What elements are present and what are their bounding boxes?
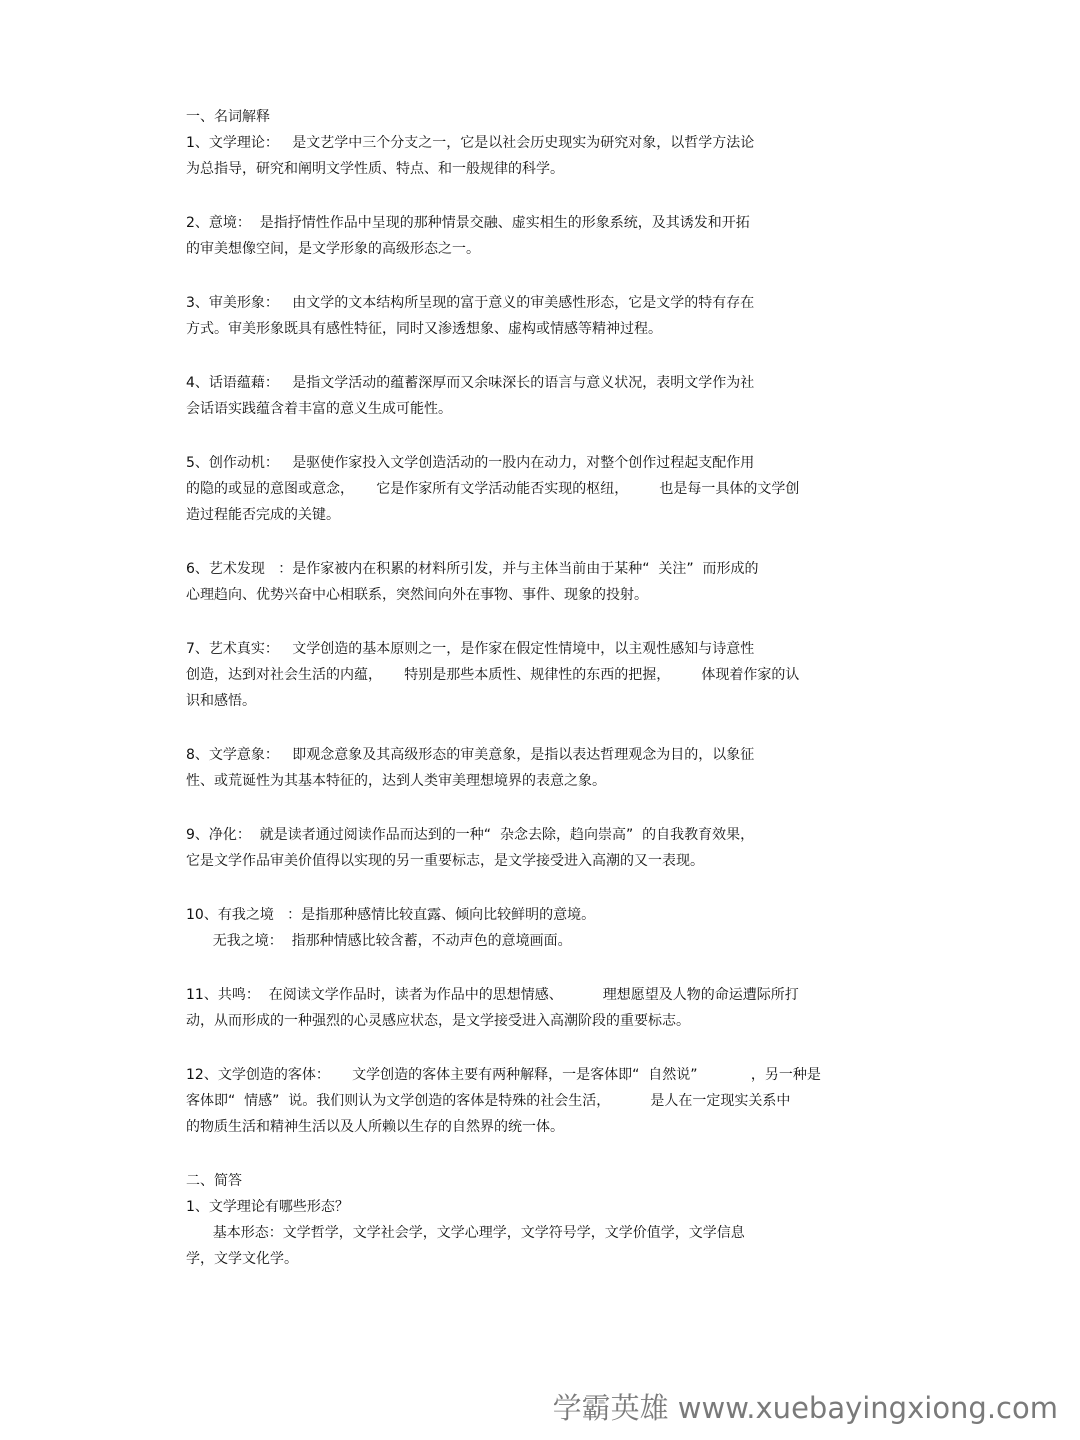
term-entry <box>186 822 906 874</box>
term-line: 12、文学创造的客体： 文学创造的客体主要有两种解释，一是客体即“ 自然说” ，另一种是 <box>186 1067 821 1083</box>
term-line: 的审美想像空间，是文学形象的高级形态之一。 <box>186 241 480 257</box>
term-line: 动，从而形成的一种强烈的心灵感应状态，是文学接受进入高潮阶段的重要标志。 <box>186 1013 690 1029</box>
term-line: 造过程能否完成的关键。 <box>186 507 340 523</box>
term-line: 11、共鸣： 在阅读文学作品时，读者为作品中的思想情感、 理想愿望及人物的命运遭际所打 <box>186 987 799 1003</box>
term-entry <box>186 742 906 794</box>
term-entry <box>186 1062 906 1140</box>
term-entry <box>186 982 906 1034</box>
term-entry <box>186 636 906 714</box>
document-body <box>186 104 906 1272</box>
term-line: 4、话语蕴藉： 是指文学活动的蕴蓄深厚而又余味深长的语言与意义状况，表明文学作为社 <box>186 375 755 391</box>
terms-list <box>186 130 906 1140</box>
term-entry <box>186 450 906 528</box>
section-title-qa: 二、简答 <box>186 1173 242 1189</box>
term-entry <box>186 210 906 262</box>
term-line: 无我之境： 指那种情感比较含蓄，不动声色的意境画面。 <box>186 933 572 949</box>
term-line: 3、审美形象： 由文学的文本结构所呈现的富于意义的审美感性形态，它是文学的特有存在 <box>186 295 755 311</box>
term-entry <box>186 556 906 608</box>
term-line: 8、文学意象： 即观念意象及其高级形态的审美意象，是指以表达哲理观念为目的，以象征 <box>186 747 755 763</box>
term-line: 创造，达到对社会生活的内蕴， 特别是那些本质性、规律性的东西的把握， 体现着作家的认 <box>186 667 800 683</box>
term-entry <box>186 290 906 342</box>
term-line: 方式。审美形象既具有感性特征，同时又渗透想象、虚构或情感等精神过程。 <box>186 321 662 337</box>
term-entry <box>186 130 906 182</box>
term-line: 心理趋向、优势兴奋中心相联系，突然间向外在事物、事件、现象的投射。 <box>186 587 648 603</box>
term-line: 客体即“ 情感” 说。我们则认为文学创造的客体是特殊的社会生活， 是人在一定现实关系中 <box>186 1093 791 1109</box>
term-line: 10、有我之境 ：是指那种感情比较直露、倾向比较鲜明的意境。 <box>186 907 596 923</box>
qa-answer-line: 学，文学文化学。 <box>186 1251 298 1267</box>
term-line: 会话语实践蕴含着丰富的意义生成可能性。 <box>186 401 452 417</box>
term-entry <box>186 370 906 422</box>
term-line: 的物质生活和精神生活以及人所赖以生存的自然界的统一体。 <box>186 1119 564 1135</box>
term-entry <box>186 902 906 954</box>
term-line: 5、创作动机： 是驱使作家投入文学创造活动的一股内在动力，对整个创作过程起支配作用 <box>186 455 755 471</box>
term-line: 的隐的或显的意图或意念， 它是作家所有文学活动能否实现的枢纽， 也是每一具体的文学创 <box>186 481 800 497</box>
section-title-terms: 一、名词解释 <box>186 109 270 125</box>
term-line: 性、或荒诞性为其基本特征的，达到人类审美理想境界的表意之象。 <box>186 773 606 789</box>
term-line: 它是文学作品审美价值得以实现的另一重要标志，是文学接受进入高潮的又一表现。 <box>186 853 704 869</box>
term-line: 识和感悟。 <box>186 693 256 709</box>
qa-question: 1、文学理论有哪些形态？ <box>186 1199 349 1215</box>
term-line: 为总指导，研究和阐明文学性质、特点、和一般规律的科学。 <box>186 161 564 177</box>
term-line: 9、净化： 就是读者通过阅读作品而达到的一种“ 杂念去除，趋向崇高” 的自我教育效果， <box>186 827 755 843</box>
term-line: 6、艺术发现 ：是作家被内在积累的材料所引发，并与主体当前由于某种“ 关注” 而形成的 <box>186 561 759 577</box>
term-line: 2、意境： 是指抒情性作品中呈现的那种情景交融、虚实相生的形象系统，及其诱发和开拓 <box>186 215 750 231</box>
site-watermark: 学霸英雄 www.xuebayingxiong.com <box>552 1391 1058 1425</box>
qa-answer-line: 基本形态：文学哲学，文学社会学，文学心理学，文学符号学，文学价值学，文学信息 <box>186 1225 745 1241</box>
term-line: 7、艺术真实： 文学创造的基本原则之一，是作家在假定性情境中，以主观性感知与诗意性 <box>186 641 755 657</box>
term-line: 1、文学理论： 是文艺学中三个分支之一，它是以社会历史现实为研究对象，以哲学方法论 <box>186 135 755 151</box>
